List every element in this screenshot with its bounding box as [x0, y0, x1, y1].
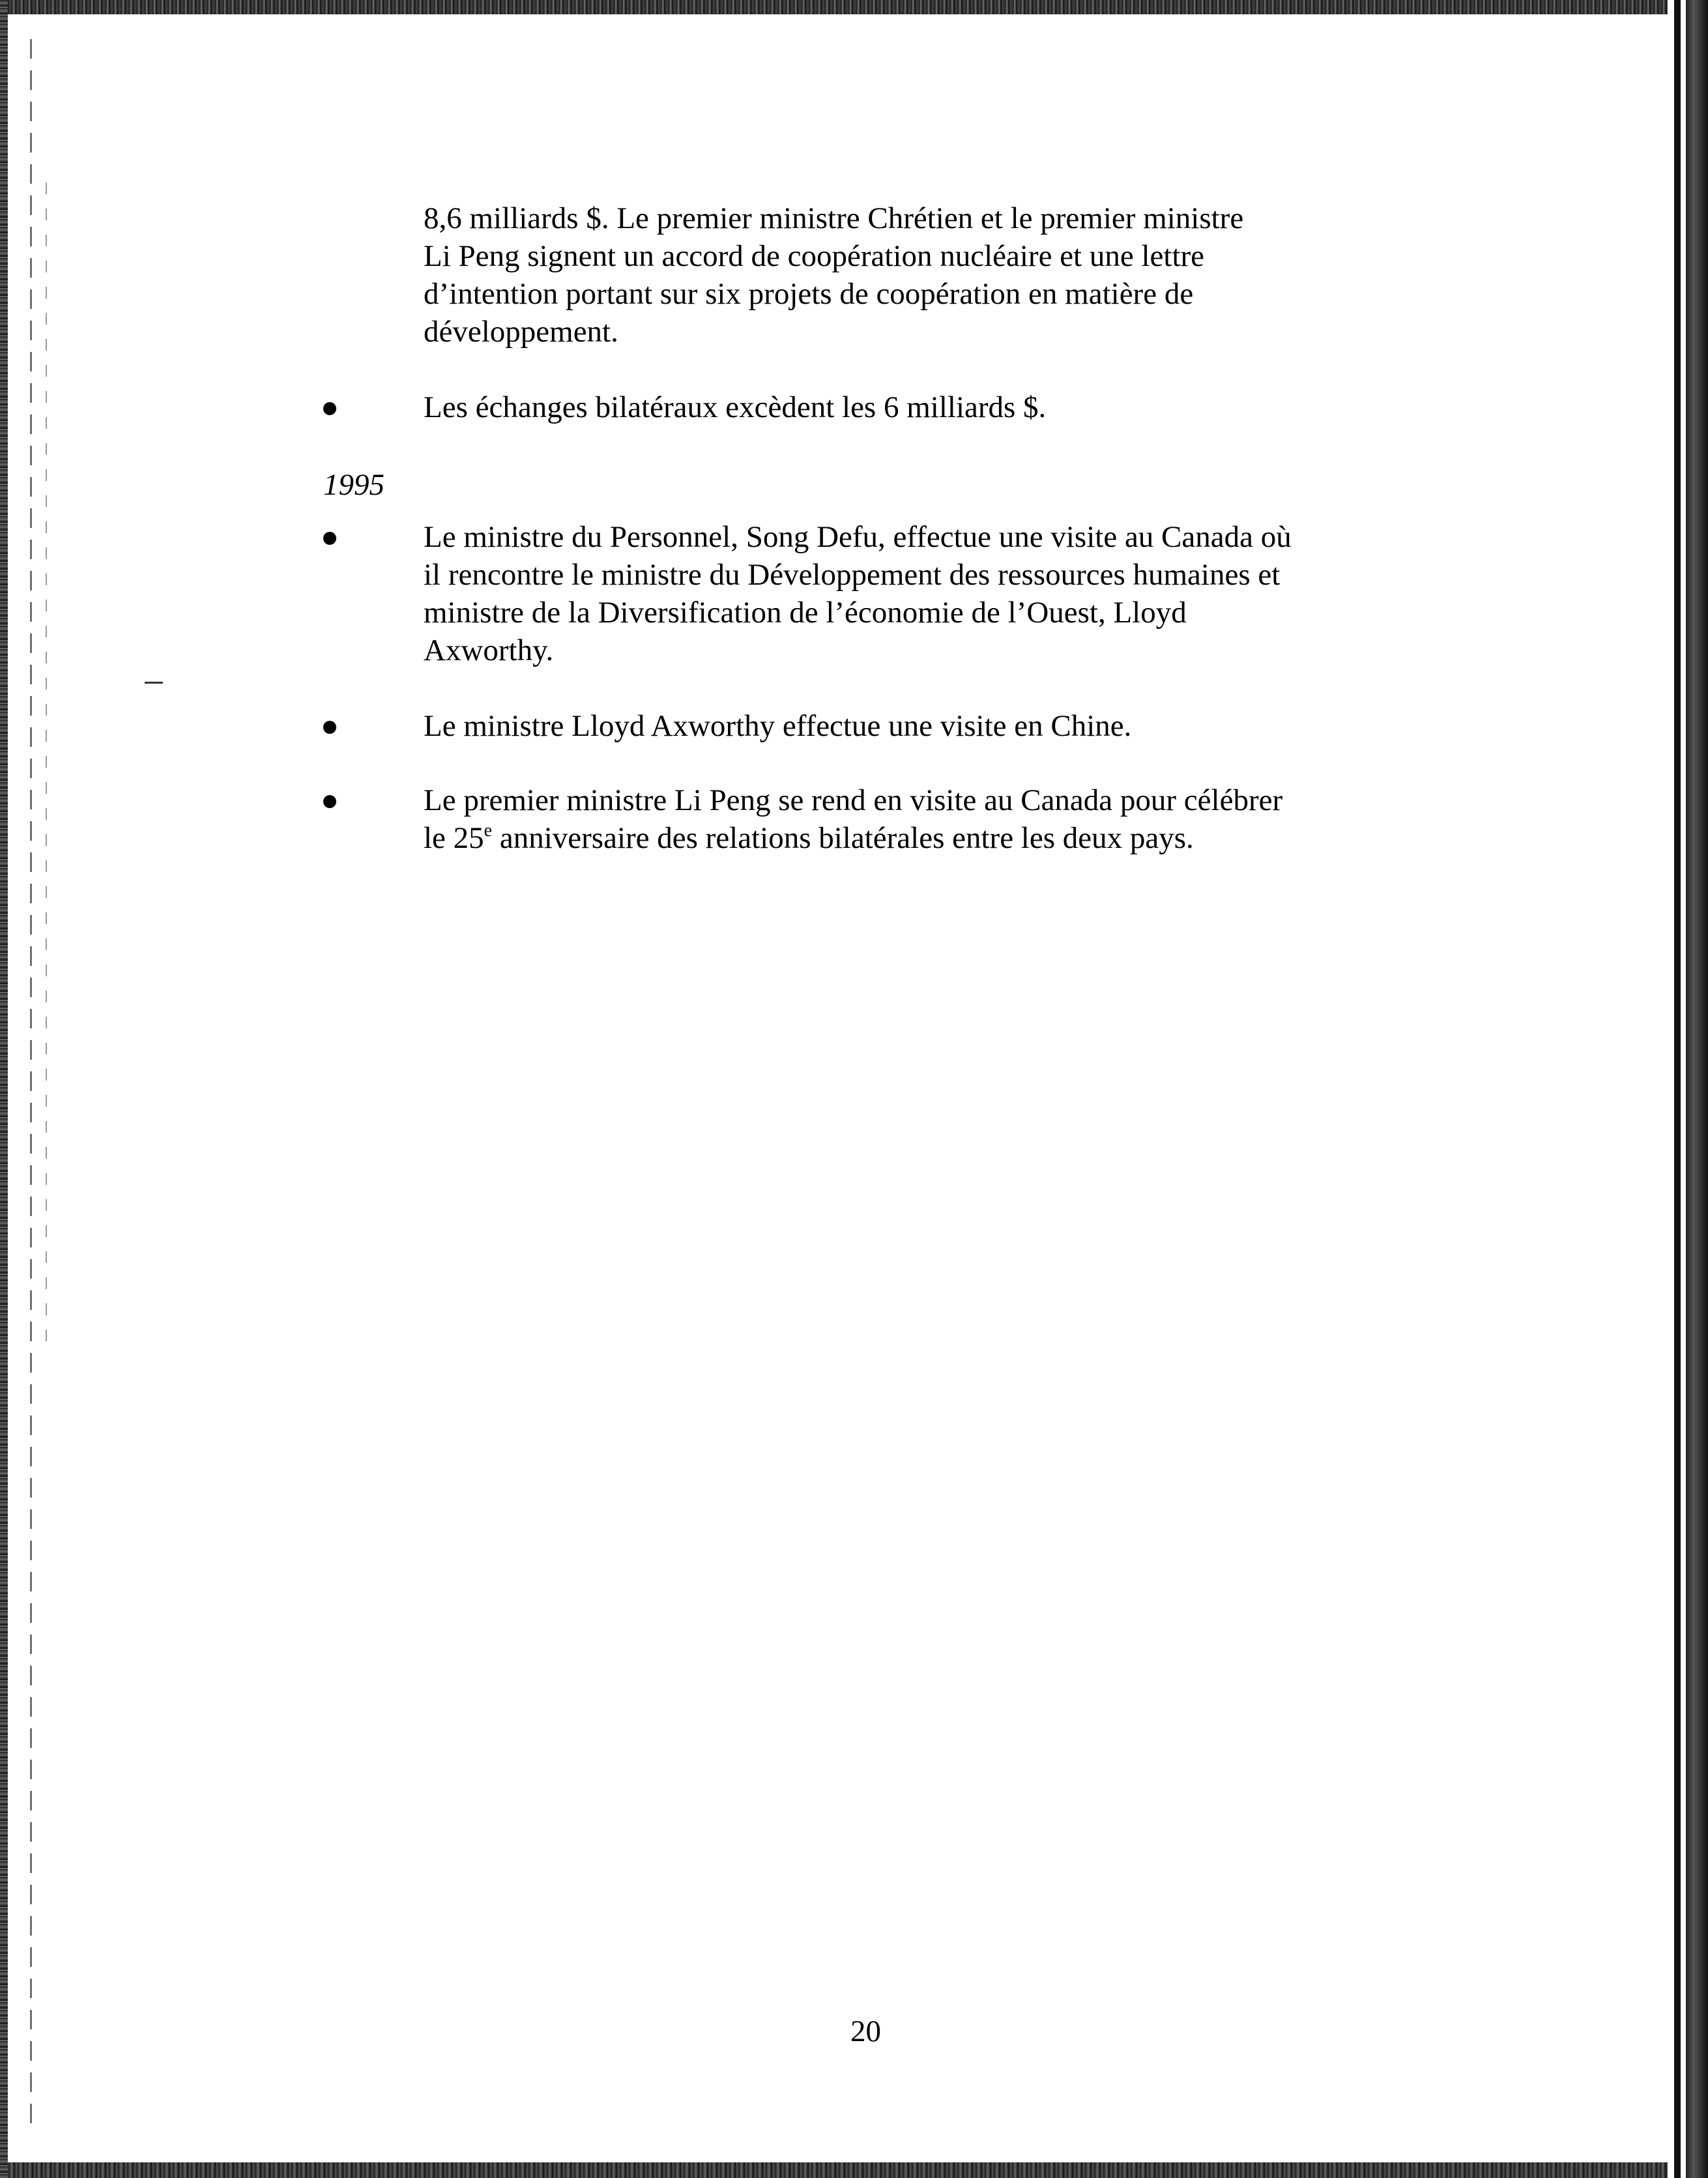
- bullet-icon: [323, 795, 336, 808]
- page-number: 20: [850, 2014, 881, 2048]
- list-item: Les échanges bilatéraux excèdent les 6 milliards $.: [424, 390, 1047, 424]
- list-item: Le ministre du Personnel, Song Defu, effectue une visite au Canada où il rencontre le ministre du Développement des ressources humaines et ministre de la Diversification de l’économie de l’Ouest, Lloyd Axworthy.: [424, 520, 1292, 667]
- bullet-icon: [323, 532, 336, 545]
- list-item-line-suffix: anniversaire des relations bilatérales entre les deux pays.: [492, 821, 1194, 855]
- bullet-icon: [323, 721, 336, 734]
- list-item-line-prefix: le 25: [424, 821, 484, 855]
- list-item-line: Le premier ministre Li Peng se rend en visite au Canada pour célébrer: [424, 783, 1283, 817]
- bullet-icon: [323, 402, 336, 415]
- list-item: Le ministre Lloyd Axworthy effectue une visite en Chine.: [424, 709, 1132, 743]
- superscript: e: [484, 820, 493, 841]
- list-item: [424, 781, 1401, 857]
- year-heading: 1995: [323, 468, 384, 502]
- continuation-paragraph: 8,6 milliards $. Le premier ministre Chrétien et le premier ministre Li Peng signent un accord de coopération nucléaire et une lettre d’intention portant sur six projets de coopération en matière de développement.: [424, 201, 1244, 349]
